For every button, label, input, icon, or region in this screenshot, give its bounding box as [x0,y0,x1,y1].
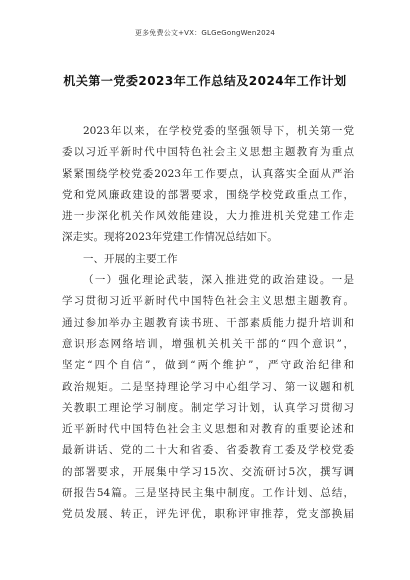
document-title: 机关第一党委2023年工作总结及2024年工作计划 [63,74,347,88]
body-line: 最新讲话、党的二十大和省委、省委教育工委及学校党委 [62,444,354,457]
body-line: 紧紧围绕学校党委2023年工作要点，认真落实全面从严治 [62,167,354,180]
body-line: 委以习近平新时代中国特色社会主义思想主题教育为重点 [62,146,354,159]
body-line: 深走实。现将2023年党建工作情况总结如下。 [62,231,278,244]
body-line: 党员发展、转正，评先评优，职称评审推荐，党支部换届 [62,508,354,521]
section-heading: 一、开展的主要工作 [83,252,178,265]
body-line: 的部署要求，开展集中学习15次、交流研讨5次，撰写调 [62,465,354,478]
document-body [62,121,354,526]
body-line: 党和党风廉政建设的部署要求，围绕学校党政重点工作， [62,188,354,201]
body-line: 2023年以来，在学校党委的坚强领导下，机关第一党 [83,125,354,137]
body-line: 政治规矩。二是坚持理论学习中心组学习、第一议题和机 [62,380,354,393]
body-line: 通过参加举办主题教育读书班、干部素质能力提升培训和 [62,316,354,329]
header-note: 更多免费公文+VX：GLGeGongWen2024 [134,29,276,37]
body-line: 关教职工理论学习制度。制定学习计划，认真学习贯彻习 [62,401,354,414]
body-line: 进一步深化机关作风效能建设，大力推进机关党建工作走 [62,210,354,223]
body-line: 意识形态网络培训，增强机关机关干部的“四个意识”， [62,337,354,350]
body-line: 研报告54篇。三是坚持民主集中制度。工作计划、总结， [62,487,354,500]
body-line: （一）强化理论武装，深入推进党的政治建设。一是 [83,274,354,287]
body-line: 学习贯彻习近平新时代中国特色社会主义思想主题教育。 [62,295,354,308]
body-line: 近平新时代中国特色社会主义思想和对教育的重要论述和 [62,423,354,436]
body-line: 坚定“四个自信”，做到“两个维护”，严守政治纪律和 [62,359,354,372]
